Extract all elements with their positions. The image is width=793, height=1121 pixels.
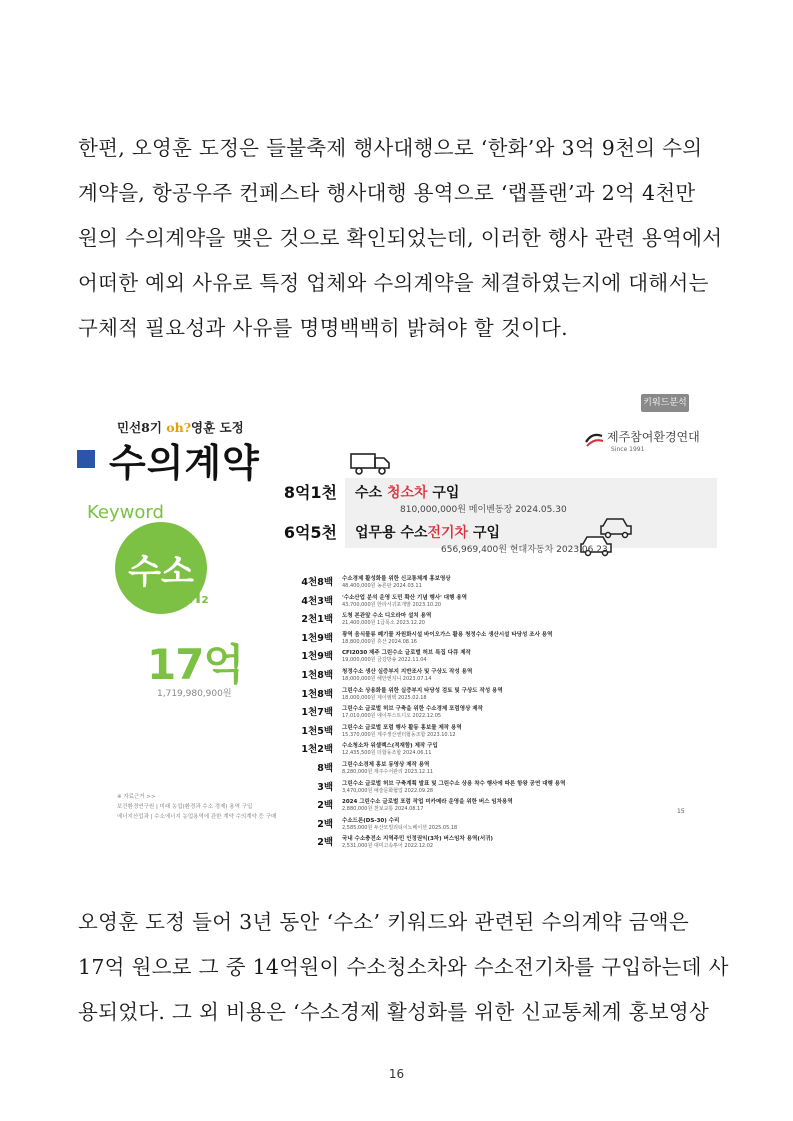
paragraph-line: 한편, 오영훈 도정은 들불축제 행사대행으로 ‘한화’와 3억 9천의 수의 — [78, 136, 703, 160]
total-amount-won: 1,719,980,900원 — [157, 689, 232, 699]
contract-list — [283, 574, 719, 853]
paragraph-line: 오영훈 도정 들어 3년 동안 ‘수소’ 키워드와 관련된 수의계약 금액은 — [78, 910, 689, 934]
organization-logo — [583, 426, 700, 456]
contract-meta: 43,700,000원 한라서귀포개발 2023.10.20 — [342, 601, 442, 608]
contract-description: 도청 본관앞 수소 디오라마 설치 용역 — [342, 613, 432, 620]
contract-description: 그린수소 글로벌 포럼 행사 활동 홍보물 제작 용역 — [342, 724, 462, 731]
contract-description: 수소청소차 워셀렉스(적재함) 제작 구입 — [342, 743, 438, 750]
featured-amount: 6억5천 — [283, 523, 337, 542]
contract-description: 광역 음식물류 폐기물 자원화시설 바이오가스 활용 청정수소 생산시설 타당성 조사 용역 — [342, 631, 553, 638]
contract-amount: 4천8백 — [301, 577, 333, 588]
paragraph-line: 계약을, 항공우주 컨페스타 행사대행 용역으로 ‘랩플랜’과 2억 4천만 — [78, 181, 696, 205]
featured-description: 업무용 수소전기차 구입 — [355, 525, 501, 541]
paragraph-2 — [78, 900, 729, 1035]
contract-row — [283, 630, 719, 649]
paragraph-1 — [78, 126, 723, 351]
contract-amount: 2백 — [317, 818, 333, 830]
tagline-pre: 민선8기 — [117, 420, 167, 435]
contract-description: 그린수소 글로벌 허브 구축계획 발표 및 그린수소 상용 착수 행사에 따른 항왕 공연 대행 용역 — [342, 780, 566, 787]
featured-amount: 8억1천 — [283, 483, 337, 502]
inner-page-number: 15 — [677, 808, 685, 815]
contract-description: 2024 그린수소 글로벌 포럼 작업 미카메라 운영을 위한 버스 임차용역 — [342, 799, 513, 806]
contract-amount: 1천8백 — [301, 669, 333, 681]
contract-amount: 2백 — [317, 837, 333, 849]
contract-row — [283, 779, 719, 798]
contract-meta: 2,585,000원 두산모빌리티이노베이션 2025.05.18 — [342, 824, 458, 831]
source-line: 에너지산업과 | 수소에너지 농업용역에 관한 계약 수의계약 등 구매 — [117, 814, 277, 820]
contract-meta: 21,400,000원 1급목소 2023.12.20 — [342, 620, 425, 627]
keyword-analysis-badge: 키워드분석 — [641, 394, 689, 412]
contract-meta: 19,000,000원 금강방송 2022.11.04 — [342, 657, 427, 664]
contract-row — [283, 704, 719, 723]
featured-description: 수소 청소차 구입 — [355, 485, 460, 501]
featured-highlight: 청소차 — [386, 485, 428, 501]
contract-description: 국내 수소충전소 지역주민 인정권익(3차) 버스임차 용역(서귀) — [342, 836, 493, 843]
contract-row — [283, 797, 719, 816]
keyword-text: 수소 — [128, 552, 194, 592]
featured-meta: 656,969,400원 현대자동차 2023.06.23 — [441, 545, 608, 555]
organization-logo-icon — [583, 428, 605, 450]
contract-meta: 17,010,000원 에이투스트디오 2022.12.05 — [342, 713, 442, 720]
contract-amount: 2천1백 — [301, 614, 333, 626]
page-number: 16 — [388, 1067, 405, 1081]
source-notes — [117, 792, 276, 822]
contract-description: 수소드론(DS-30) 수리 — [342, 817, 400, 824]
truck-icon — [349, 450, 393, 476]
contract-amount: 1천7백 — [301, 707, 333, 719]
contract-row — [283, 741, 719, 760]
paragraph-line: 구체적 필요성과 사유를 명명백백히 밝혀야 할 것이다. — [78, 316, 568, 340]
contract-meta: 15,370,000원 제주생산센터협동조합 2023.10.12 — [342, 731, 456, 738]
keyword-infographic — [73, 388, 725, 868]
contract-description: 그린수소 상용화를 위한 실증부지 타당성 검토 및 구상도 작성 용역 — [342, 687, 503, 694]
contract-meta: 3,470,000원 예술문화협업 2022.09.28 — [342, 787, 434, 794]
contract-row — [283, 834, 719, 853]
contract-row — [283, 667, 719, 686]
contract-amount: 1천9백 — [301, 632, 333, 644]
contract-meta: 8,280,000원 제주수서관리 2023.12.11 — [342, 768, 434, 775]
contract-meta: 18,000,000원 제이엠텍 2025.02.18 — [342, 694, 427, 701]
total-amount: 17억 — [147, 640, 244, 689]
contract-row — [283, 686, 719, 705]
contract-description: 청정수소 생산 실증부지 지반조사 및 구상도 작성 용역 — [342, 668, 473, 675]
contract-amount: 8백 — [317, 762, 333, 774]
featured-highlight: 전기차 — [427, 525, 469, 541]
contract-description: '수소산업 분석 운영 도민 확산 기념 행사' 대행 용역 — [342, 594, 467, 601]
contract-row — [283, 593, 719, 612]
organization-since: Since 1991 — [611, 446, 645, 453]
contract-description: CFI2030 제주 그린수소 글로벌 허브 특집 다큐 제작 — [342, 650, 471, 657]
contract-meta: 2,880,000원 천보교통 2024.08.17 — [342, 806, 424, 813]
paragraph-line: 17억 원으로 그 중 14억원이 수소청소차와 수소전기차를 구입하는데 사 — [78, 955, 729, 979]
paragraph-line: 어떠한 예외 사유로 특정 업체와 수의계약을 체결하였는지에 대해서는 — [78, 271, 709, 295]
contract-description: 수소경제 활성화를 위한 신교통체계 홍보영상 — [342, 576, 451, 582]
contract-meta: 18,000,000원 해안엔지니 2023.07.14 — [342, 675, 432, 682]
featured-meta: 810,000,000원 메이벤동장 2024.05.30 — [400, 505, 567, 515]
contract-amount: 1천2백 — [301, 744, 333, 756]
contract-row — [283, 816, 719, 835]
contract-row — [283, 723, 719, 742]
source-line: 보건환경연구원 | 미래 농업(환경과 수소 경제) 용역 구입 — [117, 804, 253, 810]
keyword-label: Keyword — [87, 502, 164, 523]
tagline-oh: oh? — [166, 420, 192, 435]
keyword-subscript: H₂ — [187, 588, 209, 608]
contract-description: 그린수소경제 홍보 동영상 제작 용역 — [342, 761, 430, 768]
organization-name: 제주참여환경연대 — [607, 430, 700, 444]
tagline-post: 영훈 도정 — [191, 420, 244, 435]
contract-row — [283, 760, 719, 779]
contract-description: 그린수소 글로벌 허브 구축을 위한 수소경제 포럼영상 제작 — [342, 706, 483, 713]
contract-meta: 18,800,000원 휴산 2024.08.16 — [342, 638, 417, 645]
contract-amount: 4천3백 — [301, 595, 333, 607]
contract-amount: 1천8백 — [301, 688, 333, 700]
contract-meta: 2,531,000원 대미고속투어 2022.12.02 — [342, 843, 434, 850]
contract-row — [283, 648, 719, 667]
contract-amount: 3백 — [317, 781, 333, 793]
contract-meta: 48,400,000원 농른판 2024.03.11 — [342, 583, 422, 589]
infographic-title: 수의계약 — [109, 440, 260, 485]
contract-meta: 12,435,500원 더합동조합 2024.06.11 — [342, 750, 432, 757]
contract-amount: 2백 — [317, 800, 333, 812]
contract-amount: 1천5백 — [301, 725, 333, 737]
contract-amount: 1천9백 — [301, 651, 333, 663]
source-line: ※ 자료근거 >> — [117, 794, 156, 800]
contract-row — [283, 611, 719, 630]
paragraph-line: 용되었다. 그 외 비용은 ‘수소경제 활성화를 위한 신교통체계 홍보영상 — [78, 1000, 710, 1024]
paragraph-line: 원의 수의계약을 맺은 것으로 확인되었는데, 이러한 행사 관련 용역에서 — [78, 226, 723, 250]
contract-row — [283, 574, 719, 593]
title-marker-square — [77, 450, 95, 468]
